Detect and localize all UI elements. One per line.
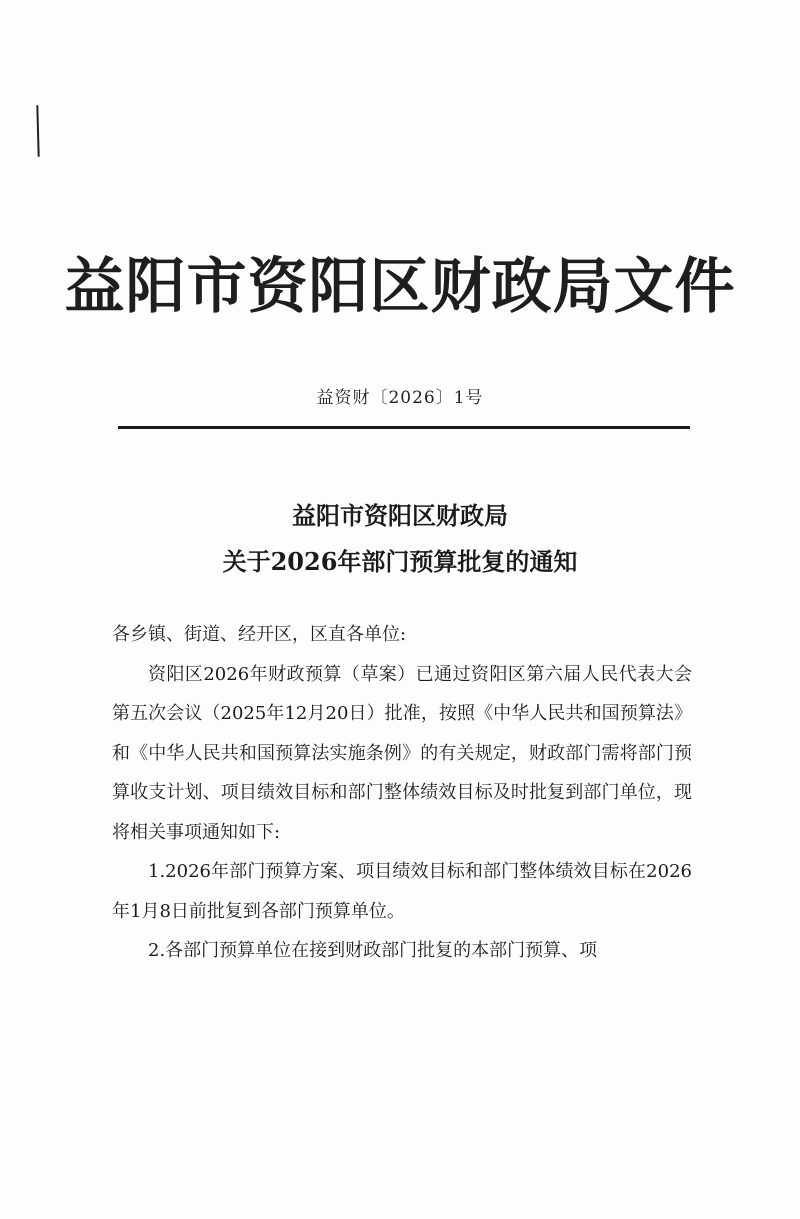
notice-title-line-2: 关于2026年部门预算批复的通知 <box>222 547 578 576</box>
agency-document-header: 益阳市资阳区财政局文件 <box>64 252 736 322</box>
notice-title-line-1: 益阳市资阳区财政局 <box>292 501 508 530</box>
header-divider-line <box>118 426 690 429</box>
scan-edge-mark <box>36 105 39 157</box>
body-paragraph: 2.各部门预算单位在接到财政部门批复的本部门预算、项 <box>148 940 598 961</box>
notice-title <box>0 493 800 585</box>
notice-body <box>112 615 692 971</box>
salutation: 各乡镇、街道、经开区，区直各单位: <box>112 624 407 645</box>
document-number: 益资财〔2026〕1号 <box>316 388 484 408</box>
body-paragraph: 1.2026年部门预算方案、项目绩效目标和部门整体绩效目标在2026年1月8日前批复到各部门预算单位。 <box>112 861 692 922</box>
body-paragraph: 资阳区2026年财政预算（草案）已通过资阳区第六届人民代表大会第五次会议（2025年12月20日）批准，按照《中华人民共和国预算法》和《中华人民共和国预算法实施条例》的有关规定，财政部门需将部门预算收支计划、项目绩效目标和部门整体绩效目标及时批复到部门单位，现将相关事项通知如下: <box>112 663 692 843</box>
